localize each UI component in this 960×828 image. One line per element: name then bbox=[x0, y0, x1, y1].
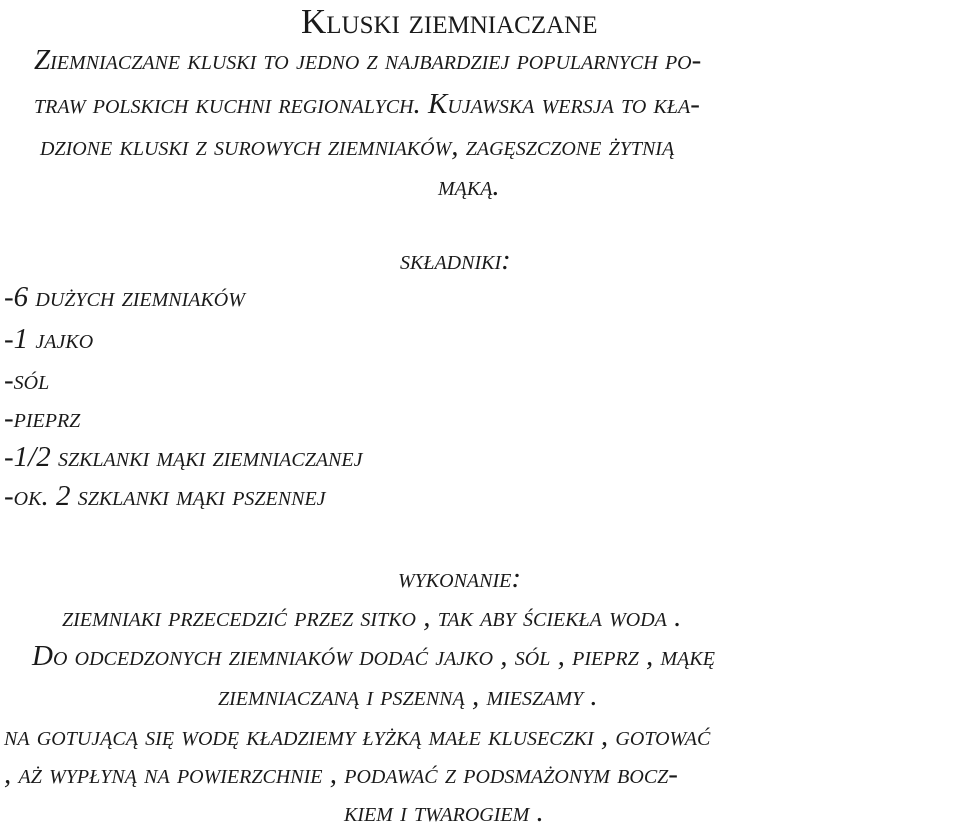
intro-line: traw polskich kuchni regionalych. Kujawska wersja to kła- bbox=[34, 88, 700, 120]
intro-line: Ziemniaczane kluski to jedno z najbardziej popularnych po- bbox=[34, 44, 702, 76]
method-line: kiem i twarogiem . bbox=[344, 796, 544, 828]
method-line: , aż wypłyną na powierzchnie , podawać z podsmażonym bocz- bbox=[4, 758, 678, 790]
ingredients-heading: składniki: bbox=[400, 244, 511, 276]
page-title: Kluski ziemniaczane bbox=[301, 2, 598, 41]
method-line: ziemniaczaną i pszenną , mieszamy . bbox=[218, 680, 598, 712]
ingredient-item: -sól bbox=[4, 364, 50, 396]
method-heading: wykonanie: bbox=[398, 562, 521, 594]
ingredient-item: -pieprz bbox=[4, 402, 81, 434]
method-line: na gotującą się wodę kładziemy łyżką małe kluseczki , gotować bbox=[4, 720, 711, 752]
intro-line: mąką. bbox=[438, 170, 500, 202]
method-line: ziemniaki przecedzić przez sitko , tak aby ściekła woda . bbox=[62, 601, 682, 633]
ingredient-item: -ok. 2 szklanki mąki pszennej bbox=[4, 480, 326, 512]
ingredient-item: -6 dużych ziemniaków bbox=[4, 281, 245, 313]
method-line: Do odcedzonych ziemniaków dodać jajko , sól , pieprz , mąkę bbox=[32, 640, 715, 672]
ingredient-item: -1 jajko bbox=[4, 323, 94, 355]
intro-line: dzione kluski z surowych ziemniaków, zagęszczone żytnią bbox=[40, 130, 675, 162]
ingredient-item: -1/2 szklanki mąki ziemniaczanej bbox=[4, 441, 363, 473]
